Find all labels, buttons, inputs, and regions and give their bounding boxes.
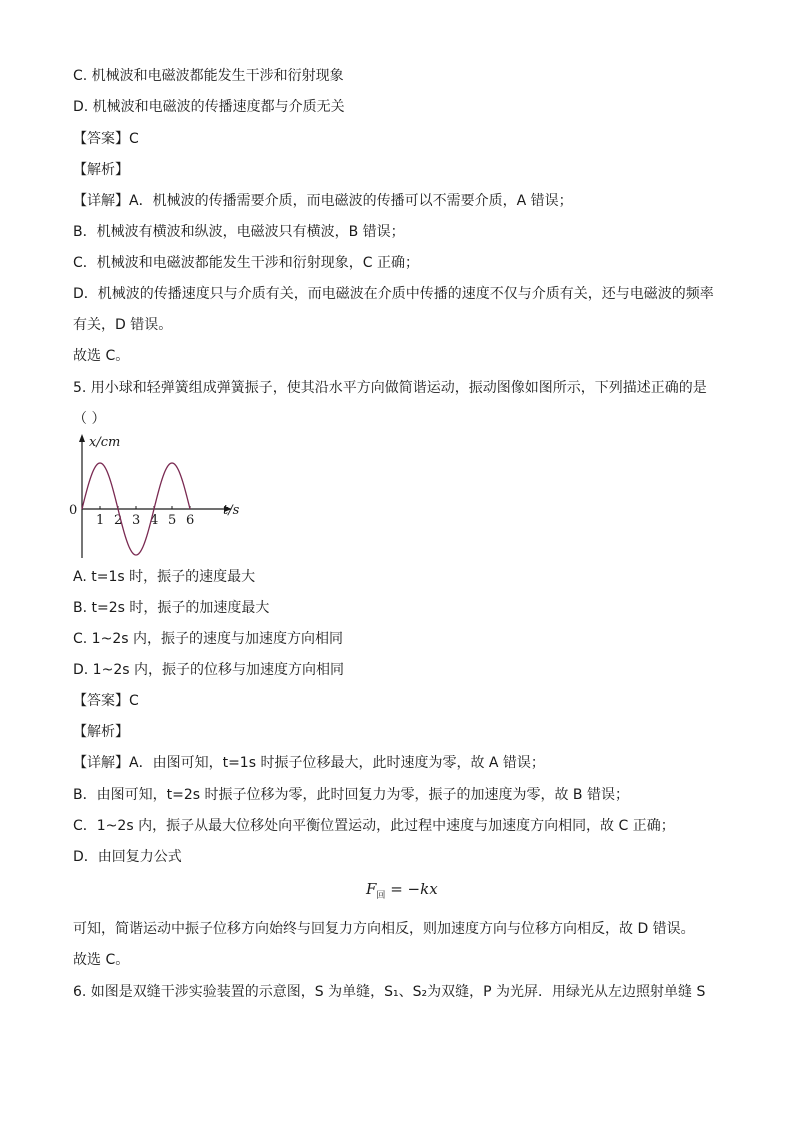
detail-d: D．机械波的传播速度只与介质有关，而电磁波在介质中传播的速度不仅与介质有关，还与电磁波的频率 xyxy=(73,286,714,302)
option-c-q5: C. 1~2s 内，振子的速度与加速度方向相同 xyxy=(73,631,343,647)
formula-rhs: = −kx xyxy=(385,880,438,898)
detail-b-q5: B．由图可知，t=2s 时振子位移为零，此时回复力为零，振子的加速度为零，故 B 错误； xyxy=(73,787,629,803)
vibration-graph xyxy=(66,428,256,568)
answer-label: 【答案】C xyxy=(73,131,139,147)
y-axis-arrow xyxy=(79,434,85,442)
detail-d-q5: D．由回复力公式 xyxy=(73,849,182,865)
x-axis-label: t/s xyxy=(223,503,240,518)
option-d: D. 机械波和电磁波的传播速度都与介质无关 xyxy=(73,99,345,115)
origin-label: 0 xyxy=(69,503,78,518)
option-c: C. 机械波和电磁波都能发生干涉和衍射现象 xyxy=(73,68,344,84)
formula-subscript: 回 xyxy=(376,891,386,901)
detail-d-cont: 有关，D 错误。 xyxy=(73,317,173,333)
y-axis-label: x/cm xyxy=(89,435,121,450)
question-6: 6. 如图是双缝干涉实验装置的示意图，S 为单缝，S₁、S₂为双缝，P 为光屏．用绿光从左边照射单缝 S xyxy=(73,984,706,1000)
detail-a-q5: 【详解】A．由图可知，t=1s 时振子位移最大，此时速度为零，故 A 错误； xyxy=(73,755,545,771)
formula-f: F xyxy=(366,880,377,898)
graph-svg xyxy=(66,428,256,568)
detail-c: C．机械波和电磁波都能发生干涉和衍射现象，C 正确； xyxy=(73,255,419,271)
analysis-label: 【解析】 xyxy=(73,162,129,178)
x-tick-label: 4 xyxy=(150,513,159,528)
choose-c-q5: 故选 C。 xyxy=(73,952,130,968)
conclusion-q5: 可知，简谐运动中振子位移方向始终与回复力方向相反，则加速度方向与位移方向相反，故 D 错误。 xyxy=(73,921,695,937)
x-tick-label: 3 xyxy=(132,513,141,528)
x-tick-label: 2 xyxy=(114,513,123,528)
restoring-force-formula xyxy=(366,880,438,901)
question-5-blank: （ ） xyxy=(73,411,106,427)
choose-c: 故选 C。 xyxy=(73,348,130,364)
option-a-q5: A. t=1s 时，振子的速度最大 xyxy=(73,569,256,585)
detail-a: 【详解】A．机械波的传播需要介质，而电磁波的传播可以不需要介质，A 错误； xyxy=(73,193,573,209)
detail-c-q5: C．1~2s 内，振子从最大位移处向平衡位置运动，此过程中速度与加速度方向相同，故 C 正确； xyxy=(73,818,675,834)
option-d-q5: D. 1~2s 内，振子的位移与加速度方向相同 xyxy=(73,662,344,678)
option-b-q5: B. t=2s 时，振子的加速度最大 xyxy=(73,600,270,616)
answer-label-q5: 【答案】C xyxy=(73,693,139,709)
x-tick-label: 6 xyxy=(186,513,195,528)
question-5: 5. 用小球和轻弹簧组成弹簧振子，使其沿水平方向做简谐运动，振动图像如图所示，下列描述正确的是 xyxy=(73,380,707,396)
detail-b: B．机械波有横波和纵波，电磁波只有横波，B 错误； xyxy=(73,224,405,240)
x-tick-label: 5 xyxy=(168,513,177,528)
x-tick-label: 1 xyxy=(96,513,105,528)
analysis-label-q5: 【解析】 xyxy=(73,724,129,740)
